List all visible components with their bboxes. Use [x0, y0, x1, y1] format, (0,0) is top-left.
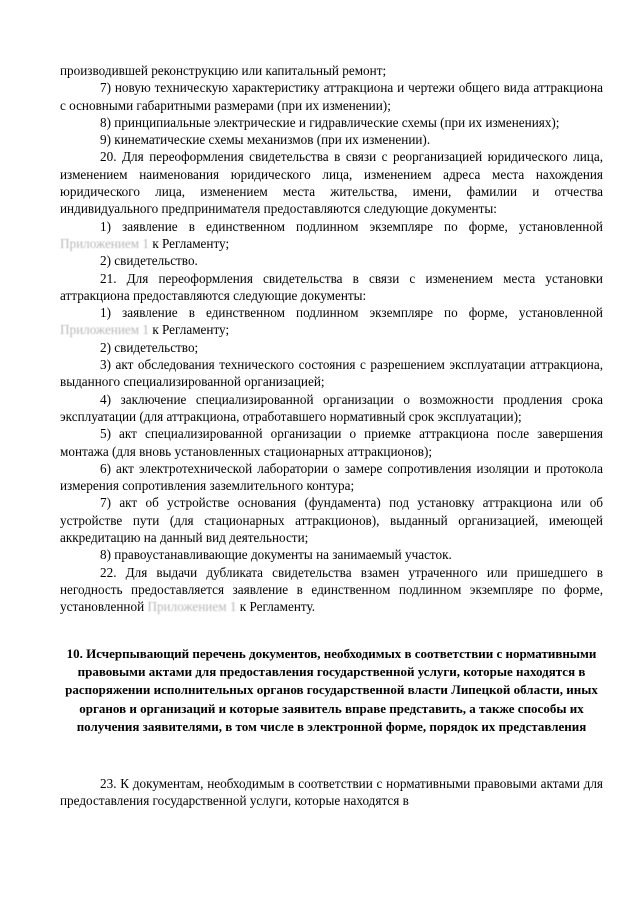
section-10-heading: 10. Исчерпывающий перечень документов, необходимых в соответствии с нормативными правовыми актами для предоставления государственной услуги, которые находятся в распоряжении исполнительных органов государственной власти Липецкой области, иных органов и организаций и которые заявитель вправе представить, а также способы их получения заявителями, в том числе в электронной форме, порядок их представления	[65, 645, 598, 735]
clause-21-item-1	[60, 304, 603, 339]
paragraph-continuation: производившей реконструкцию или капитальный ремонт;	[60, 63, 387, 78]
clause-20-item-1	[60, 218, 603, 253]
clause-21-item-4: 4) заключение специализированной организации о возможности продления срока эксплуатации (для аттракциона, отработавшего нормативный срок эксплуатации);	[60, 391, 603, 424]
clause-21-item-8: 8) правоустанавливающие документы на занимаемый участок.	[100, 547, 452, 563]
clause-22-text: 22. Для выдачи дубликата свидетельства взамен утраченного или пришедшего в негодность предоставляется заявление в единственном подлинном экземпляре по форме, установленной	[60, 564, 603, 615]
clause-21-item-1-text: 1) заявление в единственном подлинном экземпляре по форме, установленной	[100, 305, 603, 321]
clause-20-item-1-tail: к Регламенту;	[149, 235, 230, 251]
clause-22-tail: к Регламенту.	[236, 599, 316, 615]
list-item-7: 7) новую техническую характеристику аттракциона и чертежи общего вида аттракциона с основными габаритными размерами (при их изменении);	[60, 80, 603, 113]
appendix-1-link[interactable]: Приложением 1	[147, 599, 237, 615]
clause-21-item-7: 7) акт об устройстве основания (фундамента) под установку аттракциона или об устройстве пути (для стационарных аттракционов), выданный организацией, имеющей аккредитацию на данный вид деятельности;	[60, 495, 603, 546]
clause-20-item-2: 2) свидетельство.	[100, 253, 198, 269]
clause-21-item-3: 3) акт обследования технического состояния с разрешением эксплуатации аттракциона, выданного специализированной организацией;	[60, 357, 603, 390]
clause-21-item-2: 2) свидетельство;	[100, 339, 199, 355]
clause-21: 21. Для переоформления свидетельства в связи с изменением места установки аттракциона предоставляются следующие документы:	[60, 270, 603, 303]
clause-21-item-6: 6) акт электротехнической лаборатории о замере сопротивления изоляции и протокола измерения сопротивления заземлительного контура;	[60, 460, 603, 494]
clause-20: 20. Для переоформления свидетельства в связи с реорганизацией юридического лица, изменением наименования юридического лица, изменением адреса места нахождения юридического лица, изменением места жительства, имени, фамилии и отчества индивидуального предпринимателя предоставляются следующие документы:	[60, 149, 603, 217]
clause-22	[60, 564, 603, 616]
list-item-8: 8) принципиальные электрические и гидравлические схемы (при их изменениях);	[100, 114, 560, 130]
clause-23: 23. К документам, необходимым в соответствии с нормативными правовыми актами для предоставления государственной услуги, которые находятся в	[60, 775, 603, 808]
document-page	[60, 62, 603, 809]
clause-21-item-5: 5) акт специализированной организации о приемке аттракциона после завершения монтажа (для вновь установленных стационарных аттракционов);	[60, 426, 603, 459]
clause-21-item-1-tail: к Регламенту;	[149, 322, 230, 338]
clause-20-item-1-text: 1) заявление в единственном подлинном экземпляре по форме, установленной	[100, 218, 603, 234]
appendix-1-link[interactable]: Приложением 1	[60, 235, 150, 251]
list-item-9: 9) кинематические схемы механизмов (при их изменении).	[100, 132, 431, 148]
appendix-1-link[interactable]: Приложением 1	[60, 322, 150, 338]
